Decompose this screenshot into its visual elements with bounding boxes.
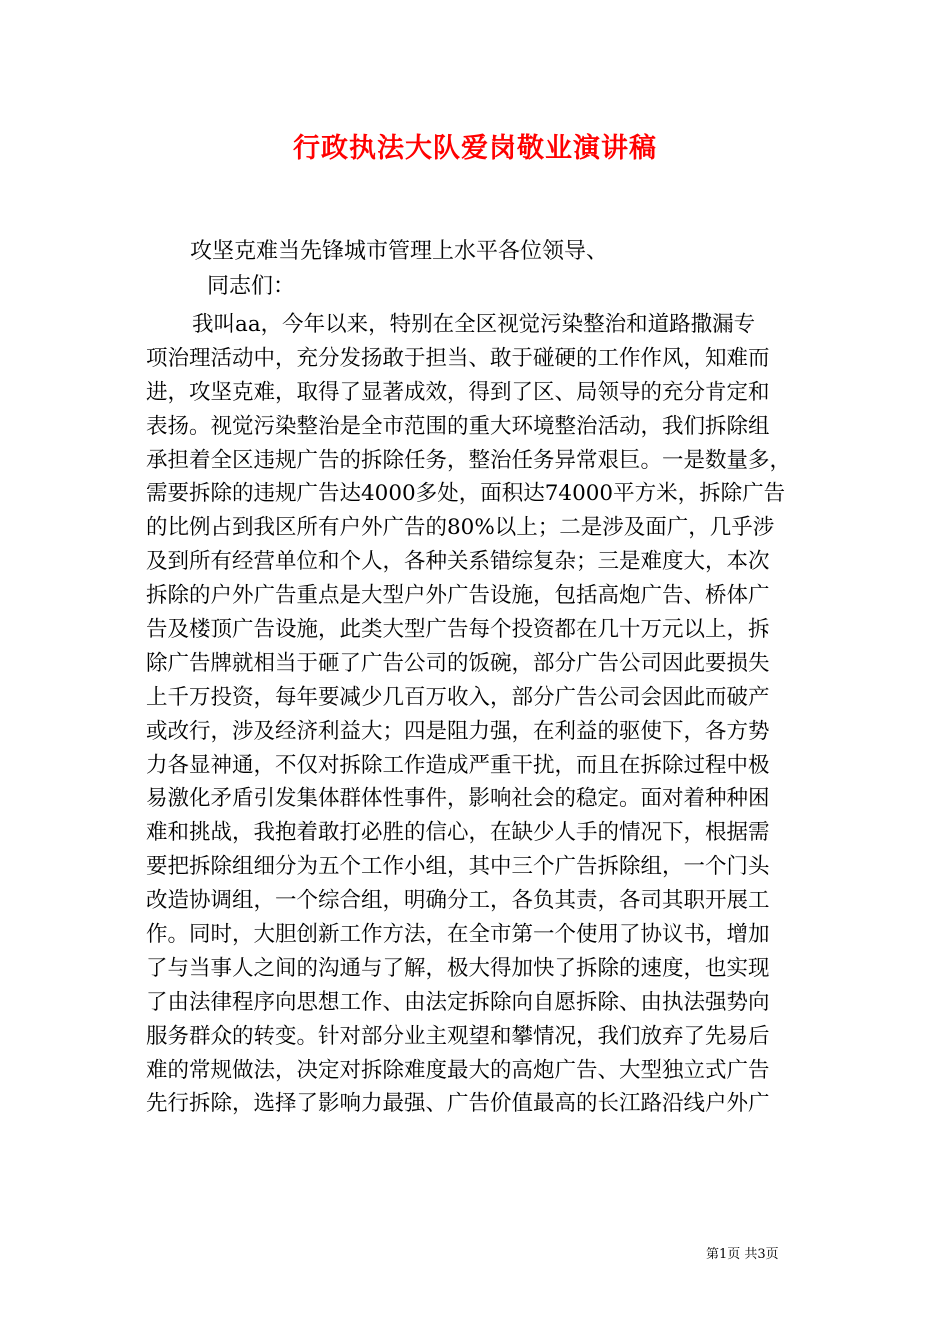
- paragraph-line: 承担着全区违规广告的拆除任务，整治任务异常艰巨。一是数量多，: [146, 447, 792, 473]
- paragraph-line: 的比例占到我区所有户外广告的80%以上；二是涉及面广，几乎涉: [146, 515, 775, 541]
- paragraph-line: 及到所有经营单位和个人，各种关系错综复杂；三是难度大，本次: [146, 549, 770, 575]
- paragraph-line: 难的常规做法，决定对拆除难度最大的高炮广告、大型独立式广告: [146, 1057, 770, 1083]
- document-title: 行政执法大队爱岗敬业演讲稿: [293, 133, 657, 164]
- paragraph-line: 进，攻坚克难，取得了显著成效，得到了区、局领导的充分肯定和: [146, 379, 770, 405]
- salutation: 同志们：: [207, 274, 296, 299]
- paragraph-line: 告及楼顶广告设施，此类大型广告每个投资都在几十万元以上，拆: [146, 617, 770, 643]
- paragraph-line: 了与当事人之间的沟通与了解，极大得加快了拆除的速度，也实现: [146, 955, 770, 981]
- paragraph-line: 改造协调组，一个综合组，明确分工，各负其责，各司其职开展工: [146, 888, 770, 914]
- paragraph-line: 易激化矛盾引发集体群体性事件，影响社会的稳定。面对着种种困: [146, 786, 770, 812]
- paragraph-line: 需要拆除的违规广告达4000多处，面积达74000平方米，拆除广告: [146, 481, 786, 507]
- paragraph-line: 或改行，涉及经济利益大；四是阻力强，在利益的驱使下，各方势: [146, 718, 770, 744]
- paragraph-line: 除广告牌就相当于砸了广告公司的饭碗，部分广告公司因此要损失: [146, 650, 770, 676]
- paragraph-line: 力各显神通，不仅对拆除工作造成严重干扰，而且在拆除过程中极: [146, 752, 770, 778]
- paragraph-line: 要把拆除组细分为五个工作小组，其中三个广告拆除组，一个门头: [146, 854, 770, 880]
- page-number-footer: 第1页 共3页: [706, 1247, 779, 1262]
- paragraph-line: 拆除的户外广告重点是大型户外广告设施，包括高炮广告、桥体广: [146, 583, 770, 609]
- paragraph-line: 我叫aa，今年以来，特别在全区视觉污染整治和道路撒漏专: [192, 312, 756, 337]
- body-paragraph: [146, 308, 811, 1121]
- paragraph-line: 表扬。视觉污染整治是全市范围的重大环境整治活动，我们拆除组: [146, 413, 770, 439]
- paragraph-line: 了由法律程序向思想工作、由法定拆除向自愿拆除、由执法强势向: [146, 989, 770, 1015]
- paragraph-line: 作。同时，大胆创新工作方法，在全市第一个使用了协议书，增加: [146, 922, 770, 948]
- paragraph-line: 上千万投资，每年要减少几百万收入，部分广告公司会因此而破产: [146, 684, 770, 710]
- paragraph-line: 难和挑战，我抱着敢打必胜的信心，在缺少人手的情况下，根据需: [146, 820, 770, 846]
- heading-line: 攻坚克难当先锋城市管理上水平各位领导、: [190, 239, 609, 264]
- paragraph-line: 先行拆除，选择了影响力最强、广告价值最高的长江路沿线户外广: [146, 1091, 770, 1117]
- paragraph-line: 服务群众的转变。针对部分业主观望和攀情况，我们放弃了先易后: [146, 1023, 770, 1049]
- paragraph-line: 项治理活动中，充分发扬敢于担当、敢于碰硬的工作作风，知难而: [146, 345, 770, 371]
